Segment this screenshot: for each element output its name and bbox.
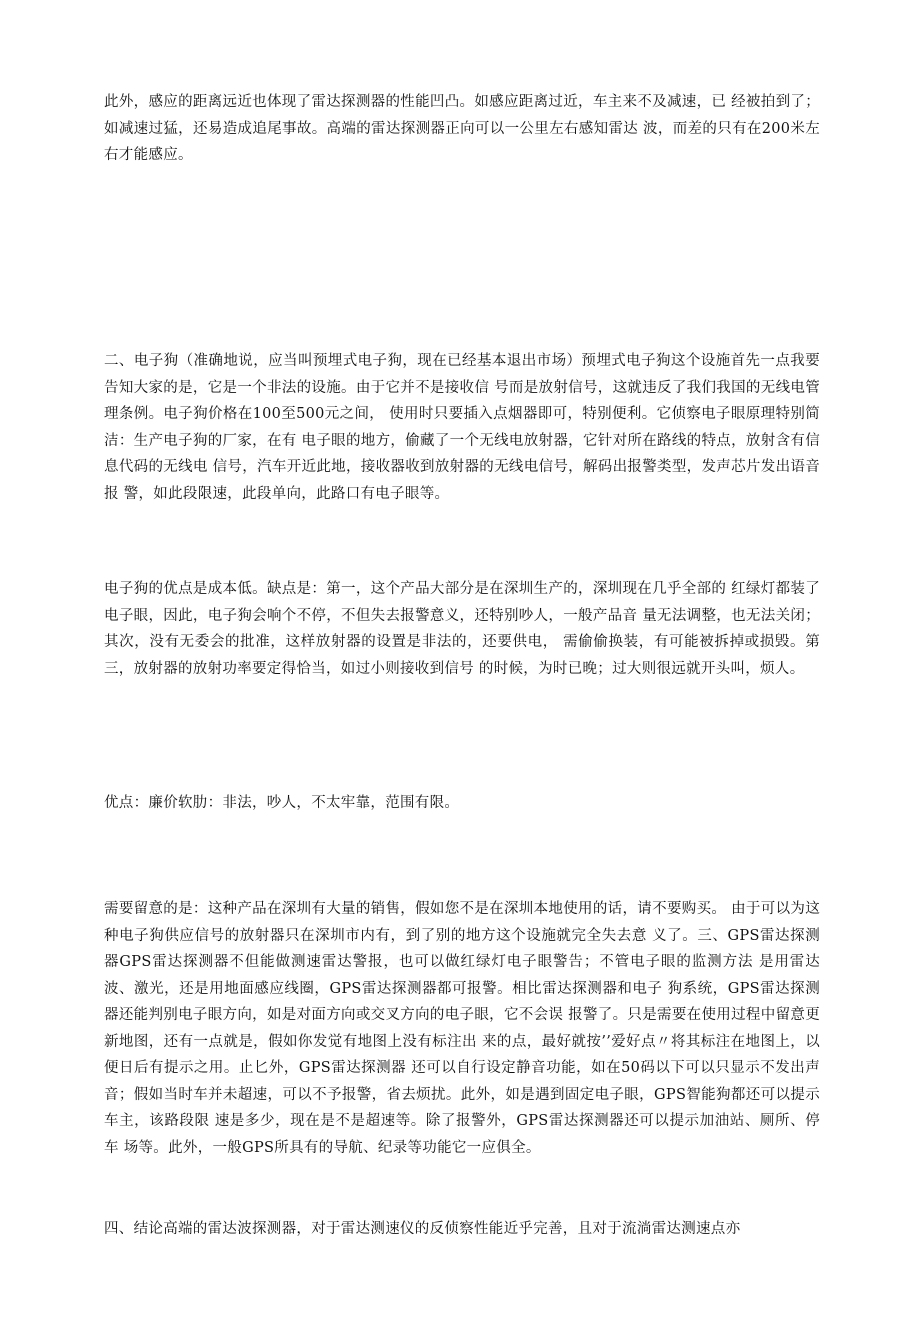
paragraph-sensing-distance: 此外，感应的距离远近也体现了雷达探测器的性能凹凸。如感应距离过近，车主来不及减速，已 经被拍到了；如减速过猛，还易造成追尾事故。高端的雷达探测器正向可以一公里左右感知雷达 波，而差的只有在200米左右才能感应。 [104,94,820,163]
paragraph-conclusion: 四、结论高端的雷达波探测器，对于雷达测速仪的反侦察性能近乎完善，且对于流淌雷达测速点亦 [104,1221,741,1237]
paragraph-gps-radar-detector: 需要留意的是：这种产品在深圳有大量的销售，假如您不是在深圳本地使用的话，请不要购买。 由于可以为这种电子狗供应信号的放射器只在深圳市内有，到了别的地方这个设施就完全失去意 义了。三、GPS雷达探测器GPS雷达探测器不但能做测速雷达警报，也可以做红绿灯电子眼警告；不管电子眼的监测方法 是用雷达波、激光，还是用地面感应线圈，GPS雷达探测器都可报警。相比雷达探测器和电子 狗系统，GPS雷达探测器还能判别电子眼方向，如是对面方向或交叉方向的电子眼，它不会误 报警了。只是需要在使用过程中留意更新地图，还有一点就是，假如你发觉有地图上没有标注出 来的点，最好就按’’爱好点〃将其标注在地图上，以便日后有提示之用。止匕外，GPS雷达探测器 还可以自行设定静音功能，如在50码以下可以只显示不发出声音；假如当时车并未超速，可以不予报警，省去烦扰。此外，如是遇到固定电子眼，GPS智能狗都还可以提示车主，该路段限 速是多少，现在是不是超速等。除了报警外，GPS雷达探测器还可以提示加油站、厕所、停车 场等。此外，一般GPS所具有的导航、纪录等功能它一应俱全。 [104,901,820,1156]
paragraph-electronic-dog-intro: 二、电子狗（准确地说，应当叫预埋式电子狗，现在已经基本退出市场）预埋式电子狗这个设施首先一点我要告知大家的是，它是一个非法的设施。由于它并不是接收信 号而是放射信号，这就违反了我们我国的无线电管理条例。电子狗价格在100至500元之间， 使用时只要插入点烟器即可，特别便利。它侦察电子眼原理特别简洁：生产电子狗的厂家，在有 电子眼的地方，偷藏了一个无线电放射器，它针对所在路线的特点，放射含有信息代码的无线电 信号，汽车开近此地，接收器收到放射器的无线电信号，解码出报警类型，发声芯片发出语音报 警，如此段限速，此段单向，此路口有电子眼等。 [104,353,820,502]
paragraph-summary-pros-weakness: 优点：廉价软肋：非法，吵人，不太牢靠，范围有限。 [104,795,460,811]
paragraph-electronic-dog-pros-cons: 电子狗的优点是成本低。缺点是：第一，这个产品大部分是在深圳生产的，深圳现在几乎全部的 红绿灯都装了电子眼，因此，电子狗会响个不停，不但失去报警意义，还特别吵人，一般产品音 量无法调整，也无法关闭；其次，没有无委会的批准，这样放射器的设置是非法的，还要供电， 需偷偷换装，有可能被拆掉或损毁。第三，放射器的放射功率要定得恰当，如过小则接收到信号 的时候，为时已晚；过大则很远就开头叫，烦人。 [104,581,820,677]
